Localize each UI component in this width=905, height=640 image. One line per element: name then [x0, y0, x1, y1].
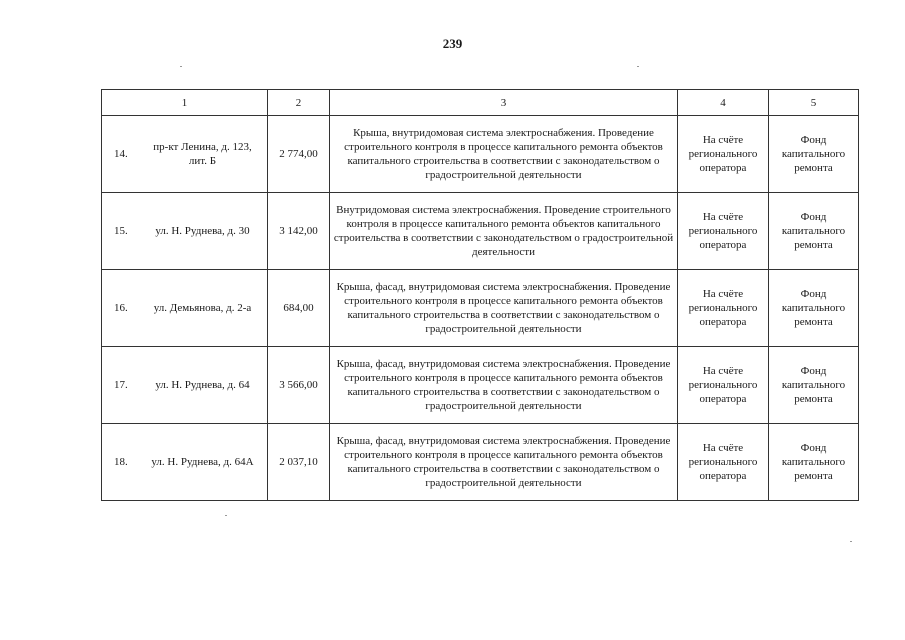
funding-source: Фонд капитального ремонта — [769, 116, 859, 193]
row-number: 16. — [114, 302, 128, 314]
cost: 3 142,00 — [268, 193, 330, 270]
funding-source: Фонд капитального ремонта — [769, 193, 859, 270]
scan-speck — [225, 515, 227, 516]
row-number: 14. — [114, 148, 128, 160]
address: ул. Н. Руднева, д. 64А — [151, 456, 254, 468]
table-body — [102, 116, 859, 501]
address: ул. Демьянова, д. 2-а — [153, 302, 252, 314]
funding-source: Фонд капитального ремонта — [769, 424, 859, 501]
account-type: На счёте регионального оператора — [678, 347, 769, 424]
scan-speck — [637, 66, 639, 67]
page-number: 239 — [442, 36, 463, 51]
funding-source: Фонд капитального ремонта — [769, 347, 859, 424]
row-number: 18. — [114, 456, 128, 468]
address-cell — [102, 193, 268, 270]
table-row — [102, 424, 859, 501]
column-header-4: 4 — [678, 90, 769, 116]
address: ул. Н. Руднева, д. 30 — [155, 225, 250, 237]
table-header — [102, 90, 859, 116]
address-cell — [102, 424, 268, 501]
cost: 684,00 — [268, 270, 330, 347]
row-number: 15. — [114, 225, 128, 237]
cost: 2 037,10 — [268, 424, 330, 501]
table-row — [102, 193, 859, 270]
column-header-5: 5 — [769, 90, 859, 116]
column-header-1: 1 — [102, 90, 268, 116]
table-row — [102, 270, 859, 347]
account-type: На счёте регионального оператора — [678, 116, 769, 193]
repair-register-table — [101, 89, 859, 501]
address-cell — [102, 270, 268, 347]
cost: 3 566,00 — [268, 347, 330, 424]
works-description: Крыша, фасад, внутридомовая система электроснабжения. Проведение строительного контроля в процессе капитального ремонта объектов капитального строительства в соответствии с законодательством о градостроительной деятельности — [330, 270, 678, 347]
address-cell — [102, 347, 268, 424]
header-row — [102, 90, 859, 116]
address: пр-кт Ленина, д. 123, лит. Б — [153, 141, 252, 167]
column-header-2: 2 — [268, 90, 330, 116]
row-number: 17. — [114, 379, 128, 391]
cost: 2 774,00 — [268, 116, 330, 193]
account-type: На счёте регионального оператора — [678, 424, 769, 501]
column-header-3: 3 — [330, 90, 678, 116]
address: ул. Н. Руднева, д. 64 — [155, 379, 250, 391]
scan-speck — [180, 66, 182, 67]
table-row — [102, 116, 859, 193]
scan-speck — [850, 541, 852, 542]
table-row — [102, 347, 859, 424]
works-description: Крыша, фасад, внутридомовая система электроснабжения. Проведение строительного контроля в процессе капитального ремонта объектов капитального строительства в соответствии с законодательством о градостроительной деятельности — [330, 424, 678, 501]
works-description: Внутридомовая система электроснабжения. Проведение строительного контроля в процессе капитального ремонта объектов капитального строительства в соответствии с законодательством о градостроительной деятельности — [330, 193, 678, 270]
account-type: На счёте регионального оператора — [678, 193, 769, 270]
works-description: Крыша, внутридомовая система электроснабжения. Проведение строительного контроля в процессе капитального ремонта объектов капитального строительства в соответствии с законодательством о градостроительной деятельности — [330, 116, 678, 193]
address-cell — [102, 116, 268, 193]
account-type: На счёте регионального оператора — [678, 270, 769, 347]
works-description: Крыша, фасад, внутридомовая система электроснабжения. Проведение строительного контроля в процессе капитального ремонта объектов капитального строительства в соответствии с законодательством о градостроительной деятельности — [330, 347, 678, 424]
funding-source: Фонд капитального ремонта — [769, 270, 859, 347]
